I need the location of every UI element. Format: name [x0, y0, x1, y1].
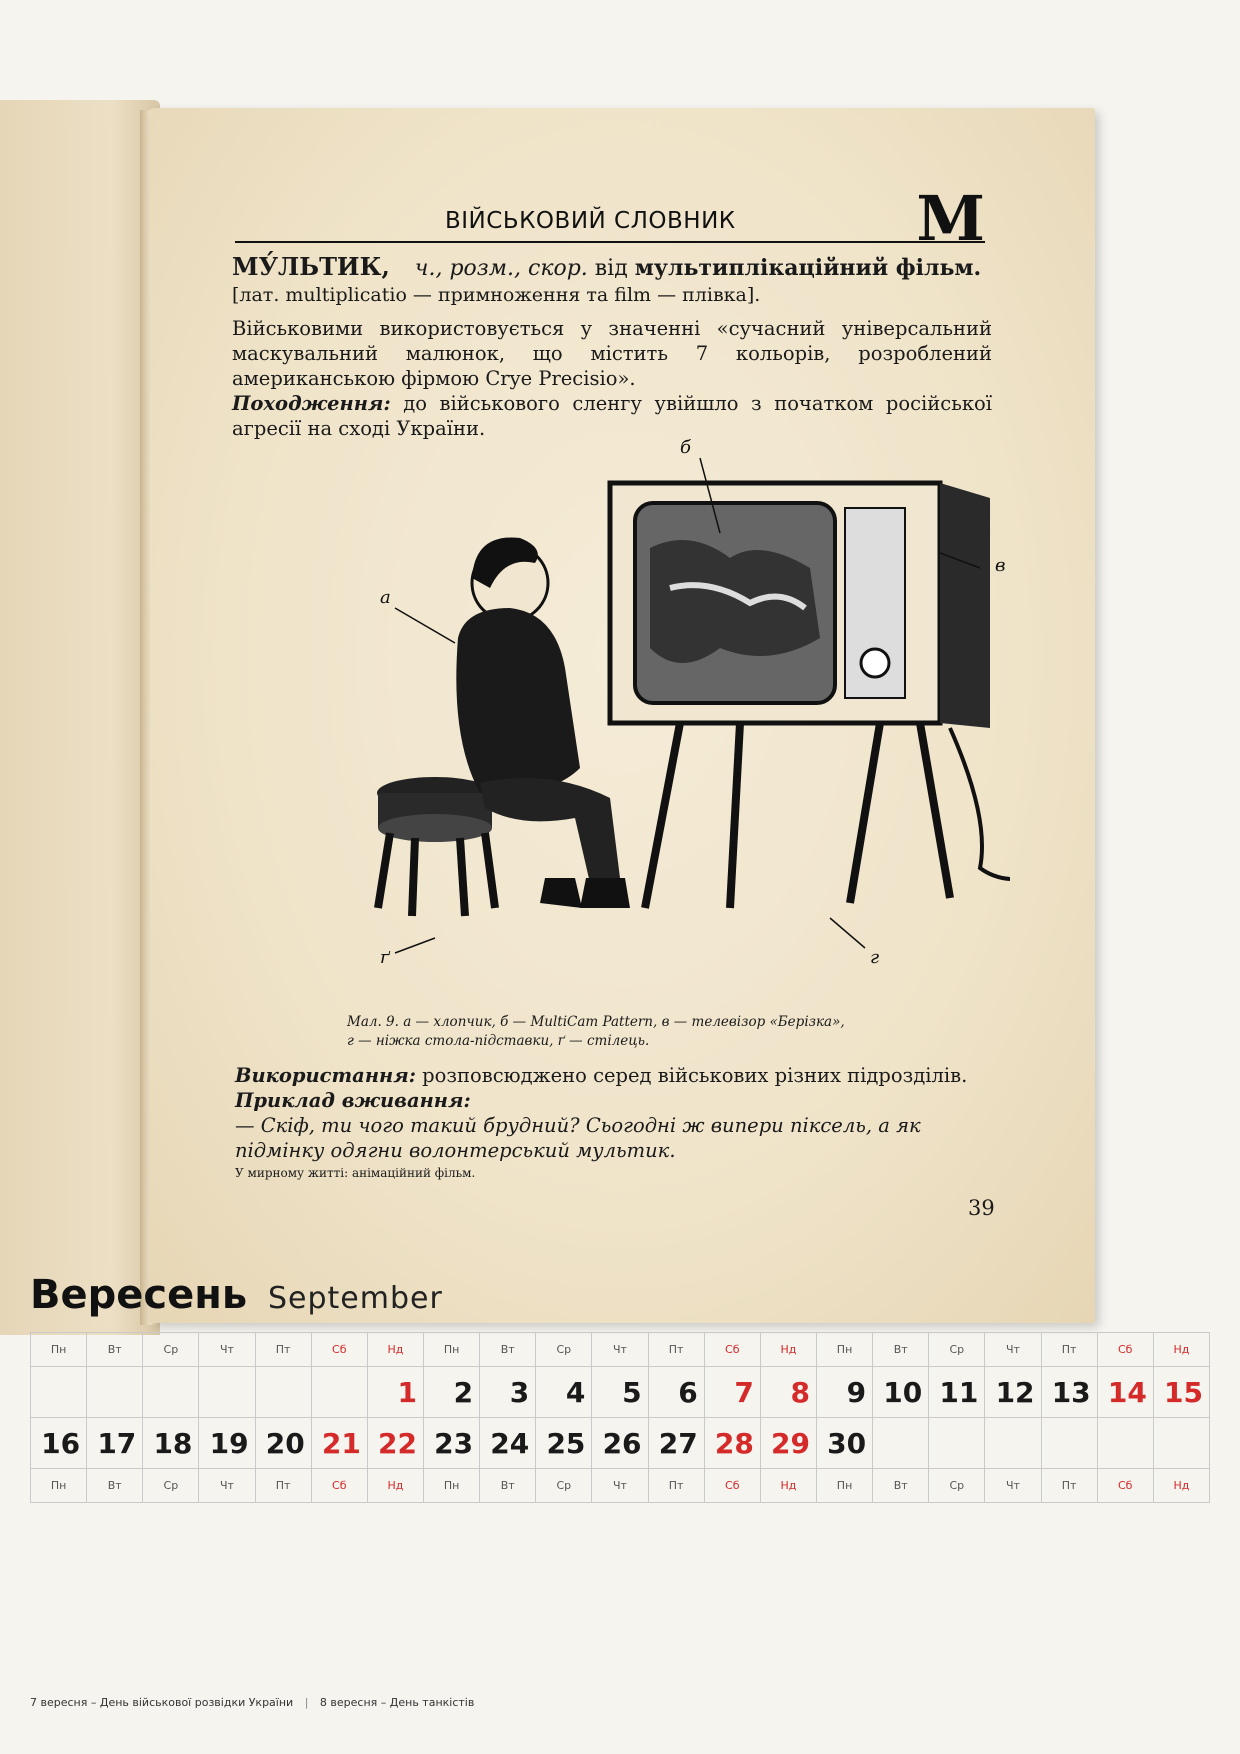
date-cell	[143, 1367, 199, 1418]
figure-caption	[347, 1013, 907, 1051]
weekday-cell: Ср	[143, 1469, 199, 1503]
date-cell: 12	[985, 1367, 1041, 1418]
weekday-cell: Пт	[255, 1333, 311, 1367]
week-row-2	[31, 1418, 1210, 1469]
weekday-cell: Ср	[536, 1469, 592, 1503]
weekday-cell: Нд	[367, 1333, 423, 1367]
date-cell: 8	[760, 1367, 816, 1418]
definition-text: Військовими використовується у значенні «сучасний універсальний маскувальний малюнок, що містить 7 кольорів, розроблений американською фірмою Crye Precisio».	[232, 317, 992, 390]
caption-line-1: Мал. 9. а — хлопчик, б — MultiCam Pattern, в — телевізор «Берізка»,	[347, 1014, 845, 1030]
weekday-cell: Чт	[985, 1333, 1041, 1367]
weekday-cell: Ср	[536, 1333, 592, 1367]
weekday-cell: Нд	[760, 1333, 816, 1367]
from-word: від	[594, 256, 628, 281]
example-text: — Скіф, ти чого такий брудний? Сьогодні ж випери піксель, а як підмінку одягни волонтерський мультик.	[235, 1114, 921, 1162]
peace-note: У мирному житті: анімаційний фільм.	[235, 1166, 476, 1180]
weekday-cell: Сб	[704, 1469, 760, 1503]
boy-drawing	[456, 538, 630, 909]
week-row-1	[31, 1367, 1210, 1418]
date-cell: 25	[536, 1418, 592, 1469]
page-header	[235, 182, 985, 255]
date-cell	[255, 1367, 311, 1418]
weekday-cell: Нд	[367, 1469, 423, 1503]
weekday-cell: Нд	[760, 1469, 816, 1503]
grammar-note: ч., розм., скор.	[414, 256, 588, 281]
holiday-note-1: 7 вересня – День військової розвідки України	[30, 1696, 294, 1709]
date-cell: 29	[760, 1418, 816, 1469]
weekday-cell: Чт	[592, 1469, 648, 1503]
weekday-cell: Пн	[31, 1333, 87, 1367]
calendar-grid	[30, 1332, 1210, 1503]
weekday-cell: Пн	[816, 1469, 872, 1503]
weekday-cell: Нд	[1153, 1333, 1209, 1367]
weekday-cell: Пт	[255, 1469, 311, 1503]
weekday-cell: Пн	[423, 1333, 479, 1367]
date-cell: 17	[87, 1418, 143, 1469]
date-cell	[873, 1418, 929, 1469]
weekday-cell: Вт	[873, 1469, 929, 1503]
date-cell: 16	[31, 1418, 87, 1469]
weekday-cell: Ср	[929, 1469, 985, 1503]
weekday-cell: Пн	[816, 1333, 872, 1367]
weekday-cell: Чт	[199, 1333, 255, 1367]
date-cell: 22	[367, 1418, 423, 1469]
date-cell	[1153, 1418, 1209, 1469]
date-cell	[1097, 1418, 1153, 1469]
weekday-cell: Сб	[704, 1333, 760, 1367]
weekday-cell: Вт	[480, 1333, 536, 1367]
weekday-cell: Чт	[985, 1469, 1041, 1503]
month-title-uk: Вересень	[30, 1272, 248, 1318]
date-cell: 4	[536, 1367, 592, 1418]
page-number: 39	[968, 1196, 995, 1220]
stool-drawing	[377, 777, 495, 916]
date-cell: 28	[704, 1418, 760, 1469]
weekday-cell: Вт	[87, 1469, 143, 1503]
weekday-cell: Вт	[87, 1333, 143, 1367]
label-a: а	[380, 587, 391, 608]
entry-headline	[232, 253, 992, 282]
date-cell	[1041, 1418, 1097, 1469]
dictionary-page	[150, 108, 1095, 1323]
date-cell: 14	[1097, 1367, 1153, 1418]
usage-block	[235, 1063, 1015, 1163]
weekday-header-bottom	[31, 1469, 1210, 1503]
date-cell: 23	[423, 1418, 479, 1469]
date-cell: 7	[704, 1367, 760, 1418]
example-label: Приклад вживання:	[235, 1089, 471, 1112]
weekday-cell: Сб	[1097, 1469, 1153, 1503]
label-v: в	[995, 555, 1006, 576]
weekday-cell: Сб	[311, 1333, 367, 1367]
header-letter: М	[916, 182, 985, 255]
weekday-cell: Ср	[143, 1333, 199, 1367]
left-page	[0, 100, 160, 1335]
header-title: ВІЙСЬКОВИЙ СЛОВНИК	[445, 208, 736, 234]
origin-label: Походження:	[232, 392, 391, 415]
date-cell: 3	[480, 1367, 536, 1418]
headword: МУ́ЛЬТИК,	[232, 252, 390, 281]
date-cell: 5	[592, 1367, 648, 1418]
date-cell	[985, 1418, 1041, 1469]
origin-text: до військового сленгу увійшло з початком російської агресії на сході України.	[232, 392, 992, 440]
usage-label: Використання:	[235, 1064, 416, 1087]
date-cell: 21	[311, 1418, 367, 1469]
weekday-cell: Чт	[199, 1469, 255, 1503]
holiday-note-2: 8 вересня – День танкістів	[319, 1696, 475, 1709]
date-cell: 30	[816, 1418, 872, 1469]
etymology: [лат. multiplicatio — примноження та film — плівка].	[232, 284, 761, 306]
source-term: мультиплікаційний фільм.	[634, 255, 982, 281]
date-cell: 1	[367, 1367, 423, 1418]
date-cell	[31, 1367, 87, 1418]
weekday-cell: Вт	[873, 1333, 929, 1367]
weekday-cell: Вт	[480, 1469, 536, 1503]
date-cell	[929, 1418, 985, 1469]
date-cell: 13	[1041, 1367, 1097, 1418]
month-title-en: September	[268, 1281, 443, 1316]
weekday-cell: Пн	[31, 1469, 87, 1503]
weekday-header-top	[31, 1333, 1210, 1367]
date-cell: 10	[873, 1367, 929, 1418]
date-cell: 15	[1153, 1367, 1209, 1418]
weekday-cell: Сб	[1097, 1333, 1153, 1367]
date-cell: 27	[648, 1418, 704, 1469]
dictionary-entry	[232, 253, 992, 441]
date-cell: 26	[592, 1418, 648, 1469]
date-cell: 20	[255, 1418, 311, 1469]
weekday-cell: Ср	[929, 1333, 985, 1367]
date-cell: 2	[423, 1367, 479, 1418]
caption-line-2: г — ніжка стола-підставки, ґ — стілець.	[347, 1033, 650, 1049]
weekday-cell: Чт	[592, 1333, 648, 1367]
date-cell: 11	[929, 1367, 985, 1418]
weekday-cell: Сб	[311, 1469, 367, 1503]
weekday-cell: Пт	[1041, 1469, 1097, 1503]
label-gg: ґ	[380, 947, 390, 968]
date-cell: 24	[480, 1418, 536, 1469]
weekday-cell: Пт	[648, 1333, 704, 1367]
date-cell	[87, 1367, 143, 1418]
weekday-cell: Пт	[648, 1469, 704, 1503]
date-cell	[199, 1367, 255, 1418]
weekday-cell: Пт	[1041, 1333, 1097, 1367]
label-b: б	[680, 438, 691, 458]
date-cell: 19	[199, 1418, 255, 1469]
date-cell: 18	[143, 1418, 199, 1469]
date-cell	[311, 1367, 367, 1418]
date-cell: 9	[816, 1367, 872, 1418]
usage-text: розповсюджено серед військових різних підрозділів.	[422, 1064, 968, 1087]
usage-line	[235, 1063, 1015, 1088]
tv-drawing	[610, 483, 1010, 908]
footer-separator: |	[304, 1696, 309, 1709]
definition	[232, 316, 992, 441]
label-g: г	[870, 947, 880, 968]
illustration-boy-tv	[290, 438, 1010, 998]
date-cell: 6	[648, 1367, 704, 1418]
holiday-footer	[30, 1696, 474, 1709]
weekday-cell: Пн	[423, 1469, 479, 1503]
weekday-cell: Нд	[1153, 1469, 1209, 1503]
